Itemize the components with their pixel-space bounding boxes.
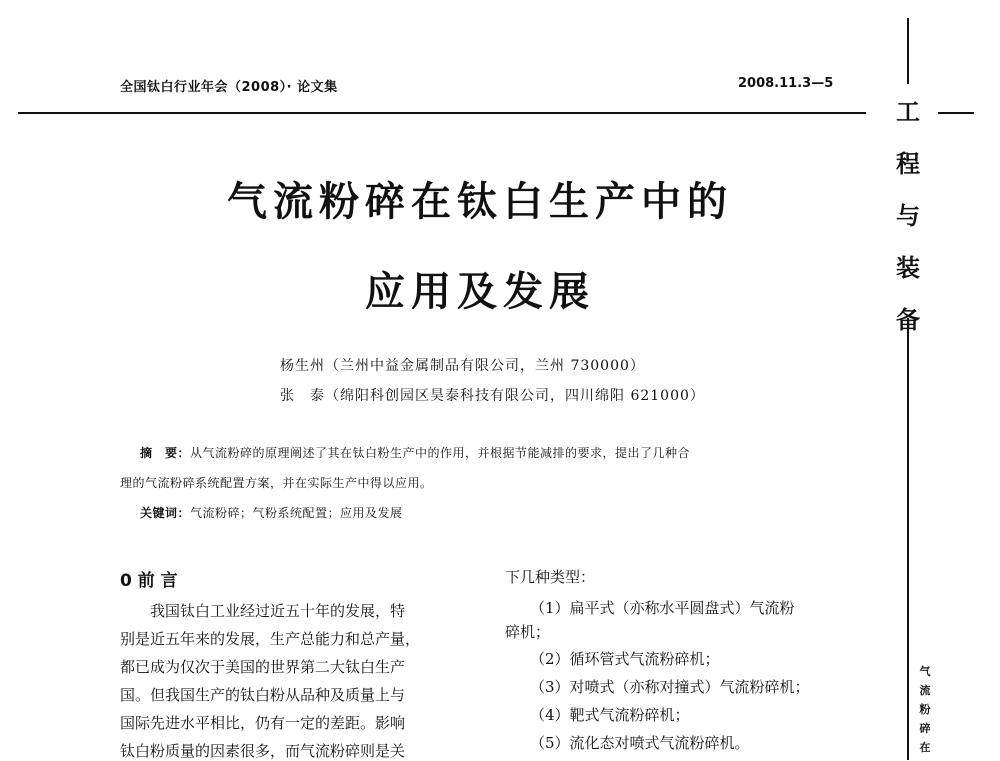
margin-line-top (907, 18, 909, 84)
running-char: 碎 (919, 722, 931, 735)
abstract-line-1 (140, 444, 690, 461)
abstract-label: 摘 要： (140, 446, 191, 460)
list-item-1-cont: 碎机； (505, 623, 551, 641)
body-left-line: 国。但我国生产的钛白粉从品种及质量上与 (120, 686, 406, 704)
paper-title-line-1: 气流粉碎在钛白生产中的 (227, 179, 733, 225)
body-left-line: 国际先进水平相比，仍有一定的差距。影响 (120, 714, 406, 732)
list-item-3: （3）对喷式（亦称对撞式）气流粉碎机； (530, 678, 810, 696)
margin-line-bottom (907, 318, 909, 760)
abstract-text-2: 理的气流粉碎系统配置方案，并在实际生产中得以应用。 (120, 476, 433, 490)
keywords-text: 气流粉碎；气粉系统配置；应用及发展 (190, 506, 403, 520)
body-left-line: 别是近五年来的发展，生产总能力和总产量， (120, 630, 421, 648)
section-heading: 0 前 言 (120, 571, 178, 591)
list-item-1: （1）扁平式（亦称水平圆盘式）气流粉 (530, 599, 795, 617)
body-left-line: 钛白粉质量的因素很多，而气流粉碎则是关 (120, 742, 406, 760)
running-char: 在 (919, 741, 931, 754)
list-item-5: （5）流化态对喷式气流粉碎机。 (530, 734, 750, 752)
conference-date: 2008.11.3—5 (738, 76, 834, 91)
list-item-2: （2）循环管式气流粉碎机； (530, 650, 720, 668)
keywords-label: 关键词： (140, 506, 191, 520)
section-char: 与 (896, 202, 920, 230)
body-left-line: 我国钛白工业经过近五十年的发展，特 (120, 602, 406, 620)
body-right-intro: 下几种类型： (505, 568, 596, 586)
keywords-line (140, 504, 403, 521)
body-left-line: 都已成为仅次于美国的世界第二大钛白生产 (120, 658, 406, 676)
paper-title-line-2: 应用及发展 (365, 269, 595, 315)
running-char: 粉 (919, 703, 931, 716)
running-char: 气 (919, 665, 931, 678)
author-line-1: 杨生州（兰州中益金属制品有限公司，兰州 730000） (280, 358, 645, 374)
section-char: 备 (896, 306, 920, 334)
running-char: 流 (919, 684, 931, 697)
section-char: 工 (896, 98, 920, 126)
abstract-text-1: 从气流粉碎的原理阐述了其在钛白粉生产中的作用，并根据节能减排的要求，提出了几种合 (190, 446, 691, 460)
section-char: 装 (896, 254, 920, 282)
header-rule (18, 112, 866, 114)
list-item-4: （4）靶式气流粉碎机； (530, 706, 690, 724)
header-rule-right (938, 112, 974, 114)
section-char: 程 (896, 150, 920, 178)
running-title-vertical (915, 662, 935, 757)
author-line-2: 张 泰（绵阳科创园区昊泰科技有限公司，四川绵阳 621000） (280, 388, 705, 404)
proceedings-name: 全国钛白行业年会（2008）· 论文集 (120, 80, 338, 95)
